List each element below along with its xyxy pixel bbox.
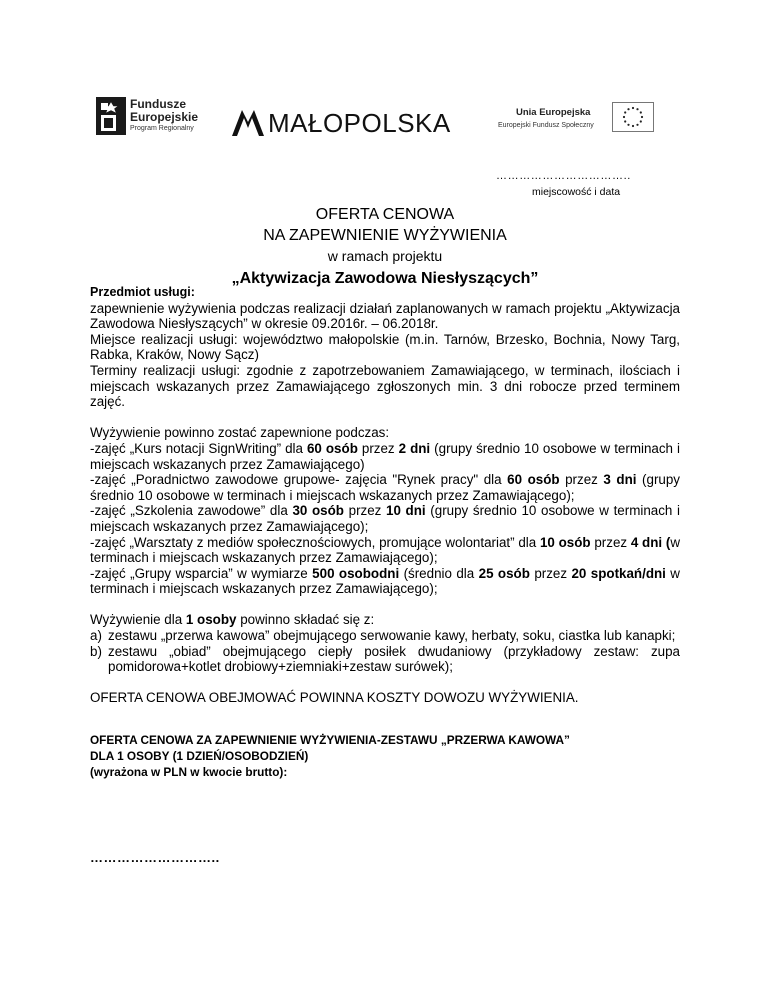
price-entry-dots: ……………………….. — [90, 850, 220, 865]
malopolska-logo-icon — [232, 110, 264, 136]
eu-flag-icon — [612, 102, 654, 132]
offer-heading-line2: DLA 1 OSOBY (1 DZIEŃ/OSOBODZIEŃ) — [90, 748, 309, 763]
project-name: „Aktywizacja Zawodowa Niesłyszących” — [231, 270, 539, 287]
offer-title — [90, 204, 680, 291]
service-place: Miejsce realizacji usługi: województwo małopolskie (m.in. Tarnów, Brzesko, Bochnia, Nowy Targ, Rabka, Kraków, Nowy Sącz) — [90, 331, 680, 363]
catering-item: -zajęć „Grupy wsparcia” w wymiarze 500 osobodni (średnio dla 25 osób przez 20 spotkań/dni w terminach i miejscach wskazanych przez Zamawiającego); — [90, 565, 680, 597]
place-date-label: miejscowość i data — [532, 186, 621, 198]
composition-list — [90, 628, 680, 675]
catering-item: -zajęć „Poradnictwo zawodowe grupowe- zajęcia "Rynek pracy" dla 60 osób przez 3 dni (grupy średnio 10 osobowe w terminach i miejscach wskazanych przez Zamawiającego); — [90, 472, 680, 503]
fundusze-line3: Program Regionalny — [130, 125, 194, 132]
eu-line2: Europejski Fundusz Społeczny — [498, 122, 594, 129]
fundusze-europejskie-logo-icon — [96, 97, 126, 135]
catering-item: -zajęć „Szkolenia zawodowe” dla 30 osób przez 10 dni (grupy średnio 10 osobowe w terminach i miejscach wskazanych przez Zamawiającego); — [90, 503, 680, 534]
offer-heading-line1: OFERTA CENOWA ZA ZAPEWNIENIE WYŻYWIENIA-ZESTAWU „PRZERWA KAWOWA” — [90, 732, 570, 747]
catering-item: -zajęć „Warsztaty z mediów społecznościowych, promujące wolontariat” dla 10 osób przez 4 dni (w terminach i miejscach wskazanych przez Zamawiającego); — [90, 534, 681, 566]
title-line1: OFERTA CENOWA — [315, 206, 455, 223]
eu-logo — [498, 102, 658, 142]
fundusze-line1: Fundusze — [130, 97, 186, 111]
list-item: b) zestawu „obiad” obejmującego ciepły posiłek dwudaniowy (przykładowy zestaw: zupa pomidorowa+kotlet drobiowy+ziemniaki+zestaw surówek); — [90, 643, 680, 675]
delivery-note: OFERTA CENOWA OBEJMOWAĆ POWINNA KOSZTY DOWOZU WYŻYWIENIA. — [90, 690, 579, 706]
title-line2: NA ZAPEWNIENIE WYŻYWIENIA — [263, 227, 507, 244]
subject-label: Przedmiot usługi: — [90, 285, 195, 299]
fundusze-line2: Europejskie — [130, 110, 199, 124]
place-date-dots: …………………………….. — [496, 170, 631, 182]
composition-intro: Wyżywienie dla 1 osoby powinno składać się z: — [90, 612, 375, 628]
catering-intro: Wyżywienie powinno zostać zapewnione podczas: — [90, 425, 390, 441]
fundusze-europejskie-logo — [96, 95, 212, 139]
document-body — [90, 285, 680, 780]
malopolska-logo — [232, 108, 482, 140]
malopolska-text: MAŁOPOLSKA — [268, 108, 451, 138]
list-item: a) zestawu „przerwa kawowa” obejmującego serwowanie kawy, herbaty, soku, ciastka lub kanapki; — [90, 628, 676, 644]
subject-text: zapewnienie wyżywienia podczas realizacji działań zaplanowanych w ramach projektu „Aktywizacja Zawodowa Niesłyszących” w okresie 09.2016r. – 06.2018r. — [90, 300, 680, 332]
service-terms: Terminy realizacji usługi: zgodnie z zapotrzebowaniem Zamawiającego, w terminach, ilościach i miejscach wskazanych przez Zamawiającego zgłoszonych min. 3 dni robocze przed terminem zajęć. — [90, 362, 680, 410]
catering-item: -zajęć „Kurs notacji SignWriting” dla 60 osób przez 2 dni (grupy średnio 10 osobowe w terminach i miejscach wskazanych przez Zamawiającego) — [90, 440, 680, 472]
eu-line1: Unia Europejska — [516, 107, 591, 118]
title-line3: w ramach projektu — [327, 248, 443, 264]
offer-heading-line3: (wyrażona w PLN w kwocie brutto): — [90, 764, 288, 779]
